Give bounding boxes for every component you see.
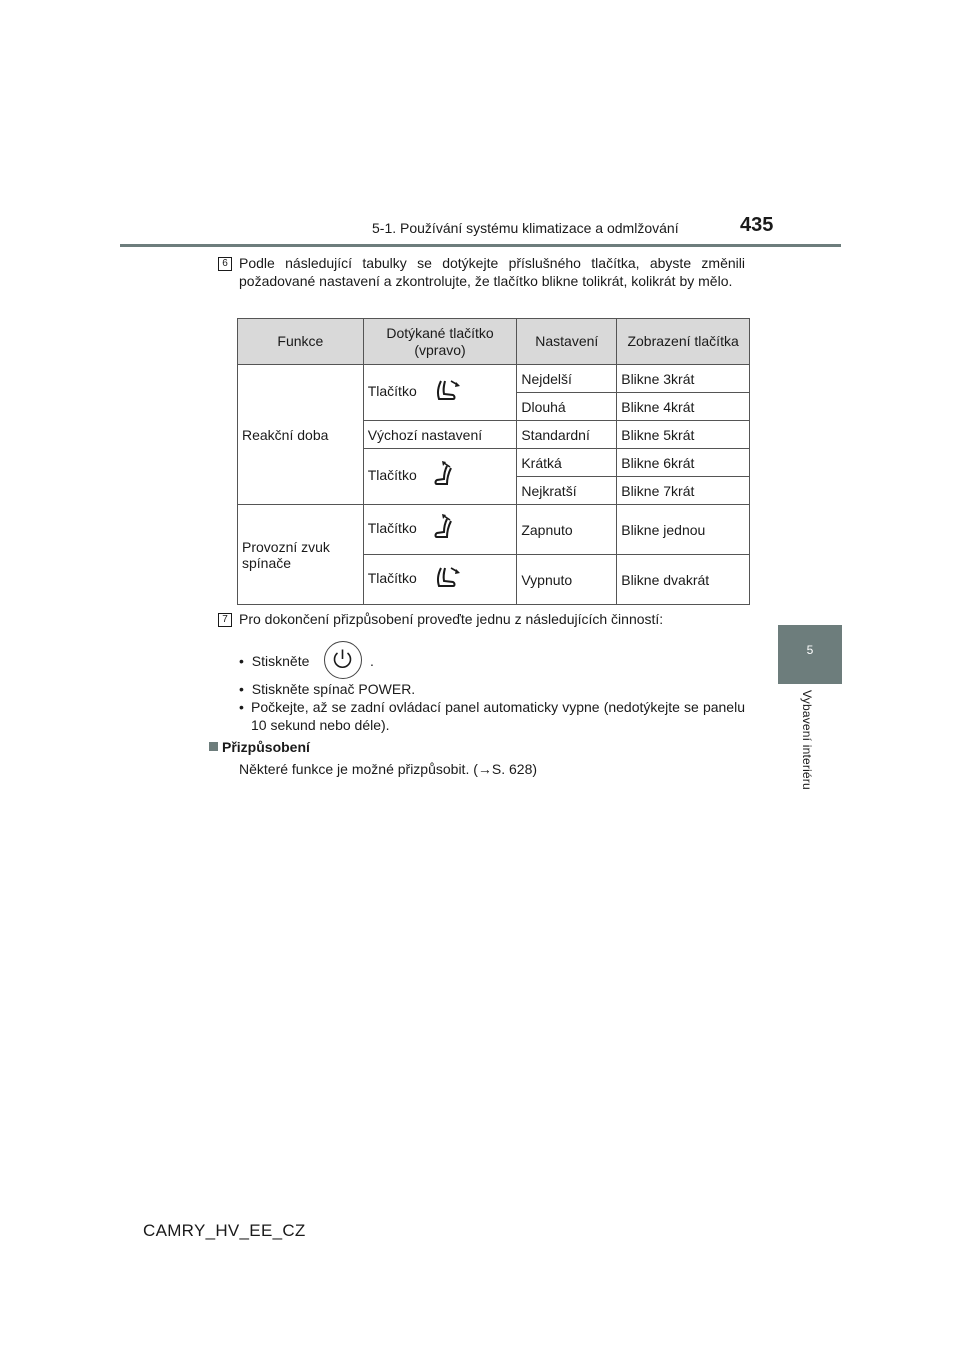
function-reaction-time: Reakční doba (238, 365, 364, 505)
button-label: Tlačítko (367, 520, 417, 537)
step-7-text: Pro dokončení přizpůsobení proveďte jednu z následujících činností: (239, 611, 664, 627)
step-7-marker: 7 (218, 613, 232, 627)
col-header-button: Dotýkané tlačítko (vpravo) (363, 319, 517, 365)
seat-upright-icon (427, 513, 463, 546)
button-label: Tlačítko (367, 467, 417, 484)
bullet-press-button (239, 652, 309, 670)
button-cell-up (363, 505, 517, 555)
setting-cell: Nejkratší (517, 477, 617, 505)
display-cell: Blikne 5krát (617, 421, 750, 449)
setting-cell: Krátká (517, 449, 617, 477)
setting-cell: Zapnuto (517, 505, 617, 555)
col-header-setting: Nastavení (517, 319, 617, 365)
model-code: CAMRY_HV_EE_CZ (143, 1221, 306, 1240)
customization-heading-text: Přizpůsobení (222, 739, 310, 755)
button-cell-default: Výchozí nastavení (363, 421, 517, 449)
bullet-mark: • (239, 681, 244, 697)
button-label: Tlačítko (367, 570, 417, 587)
col-header-display: Zobrazení tlačítka (617, 319, 750, 365)
setting-cell: Vypnuto (517, 555, 617, 605)
chapter-label: Vybavení interiéru (800, 690, 814, 790)
header-rule (120, 244, 841, 247)
button-label: Tlačítko (367, 383, 417, 400)
section-title: 5-1. Používání systému klimatizace a odmlžování (372, 220, 679, 236)
step-6-marker: 6 (218, 257, 232, 271)
display-cell: Blikne 3krát (617, 365, 750, 393)
display-cell: Blikne 7krát (617, 477, 750, 505)
customization-text: Některé funkce je možné přizpůsobit. (→S. 628) (239, 761, 538, 777)
power-button-icon (324, 641, 362, 679)
bullet-text: Počkejte, až se zadní ovládací panel automaticky vypne (nedotýkejte se panelu 10 sekund nebo déle). (251, 699, 745, 733)
bullet-text: Stiskněte spínač POWER. (251, 681, 416, 697)
bullet-text: Stiskněte (251, 653, 310, 669)
setting-cell: Standardní (517, 421, 617, 449)
display-cell: Blikne 6krát (617, 449, 750, 477)
col-header-function: Funkce (238, 319, 364, 365)
button-cell-back (363, 555, 517, 605)
bullet-suffix: . (370, 653, 374, 669)
button-cell-back (363, 365, 517, 421)
bullet-press-power (239, 680, 745, 698)
setting-cell: Dlouhá (517, 393, 617, 421)
customization-heading (209, 738, 310, 756)
seat-recline-back-icon (427, 564, 463, 595)
settings-table (237, 318, 750, 605)
seat-recline-back-icon (427, 377, 463, 408)
function-switch-sound: Provozní zvuk spínače (238, 505, 364, 605)
table-row (238, 505, 750, 555)
bullet-mark: • (239, 699, 244, 715)
square-bullet-icon (209, 742, 218, 751)
button-cell-up (363, 449, 517, 505)
seat-upright-icon (427, 460, 463, 493)
table-row (238, 365, 750, 393)
bullet-wait (239, 698, 747, 734)
setting-cell: Nejdelší (517, 365, 617, 393)
display-cell: Blikne 4krát (617, 393, 750, 421)
table-header-row (238, 319, 750, 365)
chapter-tab (778, 625, 842, 684)
display-cell: Blikne dvakrát (617, 555, 750, 605)
chapter-number: 5 (806, 643, 814, 657)
display-cell: Blikne jednou (617, 505, 750, 555)
page-number: 435 (740, 214, 774, 236)
bullet-mark: • (239, 653, 244, 669)
step-6-text: Podle následující tabulky se dotýkejte příslušného tlačítka, abyste změnili požadované nastavení a zkontrolujte, že tlačítko blikne tolikrát, kolikrát by mělo. (239, 255, 745, 289)
